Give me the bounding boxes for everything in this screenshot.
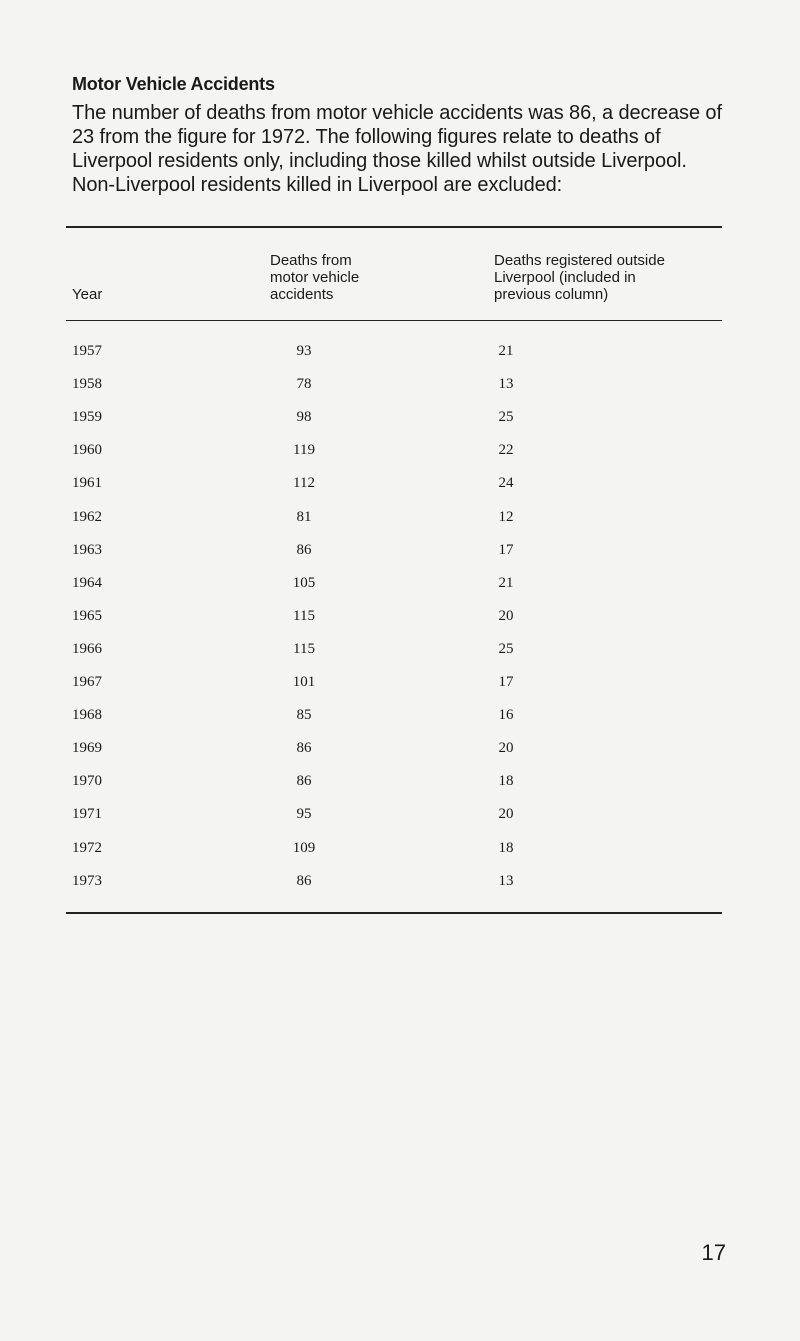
cell-deaths-outside: 24 [498, 475, 514, 492]
table-row [0, 608, 800, 628]
header-outside-line-3: previous column) [494, 286, 609, 303]
cell-deaths: 105 [292, 574, 316, 591]
table-top-rule [66, 226, 722, 228]
table-header-rule [66, 320, 722, 321]
table-row [0, 442, 800, 462]
cell-deaths-outside: 20 [498, 607, 514, 624]
cell-year: 1969 [72, 740, 102, 757]
table-row [0, 740, 800, 760]
table-row [0, 376, 800, 396]
cell-deaths: 115 [293, 640, 315, 657]
cell-deaths-outside: 18 [498, 839, 514, 856]
cell-deaths-outside: 18 [498, 773, 514, 790]
cell-deaths-outside: 25 [498, 640, 514, 657]
cell-deaths-outside: 13 [498, 872, 514, 889]
table-row [0, 409, 800, 429]
cell-year: 1959 [72, 409, 102, 426]
cell-deaths-outside: 21 [498, 574, 514, 591]
header-outside-line-1: Deaths registered outside [494, 252, 665, 269]
cell-year: 1961 [72, 475, 102, 492]
cell-deaths: 109 [292, 839, 316, 856]
table-row [0, 840, 800, 860]
cell-year: 1957 [72, 343, 102, 359]
cell-deaths: 86 [296, 740, 312, 757]
cell-deaths: 101 [292, 674, 316, 690]
section-title: Motor Vehicle Accidents [72, 74, 275, 94]
cell-deaths-outside: 20 [498, 740, 514, 757]
cell-deaths: 85 [296, 707, 312, 724]
table-row [0, 343, 800, 363]
cell-deaths: 95 [296, 806, 312, 823]
cell-year: 1965 [72, 607, 102, 624]
cell-deaths: 86 [296, 541, 312, 558]
table-row [0, 575, 800, 595]
cell-deaths: 78 [296, 376, 312, 393]
header-year: Year [72, 286, 103, 303]
cell-year: 1968 [72, 707, 102, 724]
cell-year: 1964 [72, 574, 102, 591]
cell-deaths: 81 [296, 508, 312, 525]
cell-deaths-outside: 17 [498, 541, 514, 558]
cell-year: 1967 [72, 674, 102, 690]
table-bottom-rule [66, 912, 722, 914]
header-deaths [270, 252, 359, 303]
table-row [0, 509, 800, 529]
cell-deaths: 86 [296, 872, 312, 889]
table-row [0, 873, 800, 893]
cell-deaths: 86 [296, 773, 312, 790]
table-row [0, 806, 800, 826]
header-deaths-line-3: accidents [270, 286, 334, 303]
cell-year: 1962 [72, 508, 102, 525]
cell-deaths-outside: 22 [498, 442, 514, 459]
header-deaths-line-1: Deaths from [270, 252, 352, 269]
intro-paragraph: The number of deaths from motor vehicle accidents was 86, a decrease of 23 from the figure for 1972. The following figures relate to deaths of Liverpool residents only, including those killed whilst outside Liverpool. Non-Liverpool residents killed in Liverpool are excluded: [72, 102, 722, 196]
cell-year: 1972 [72, 839, 102, 856]
cell-deaths: 112 [293, 475, 315, 492]
cell-deaths: 115 [293, 607, 315, 624]
cell-deaths: 119 [293, 442, 315, 459]
page-number: 17 [701, 1240, 726, 1265]
cell-year: 1973 [72, 872, 102, 889]
cell-deaths: 98 [296, 409, 312, 426]
cell-deaths-outside: 17 [498, 674, 514, 690]
cell-deaths-outside: 25 [498, 409, 514, 426]
table-row [0, 542, 800, 562]
cell-deaths-outside: 12 [498, 508, 514, 525]
cell-year: 1958 [72, 376, 102, 393]
table-row [0, 641, 800, 661]
table-row [0, 707, 800, 727]
table-row [0, 674, 800, 694]
cell-deaths-outside: 20 [498, 806, 514, 823]
cell-year: 1971 [72, 806, 102, 823]
header-outside [494, 252, 665, 303]
header-deaths-line-2: motor vehicle [270, 269, 360, 286]
cell-deaths: 93 [296, 343, 312, 359]
header-outside-line-2: Liverpool (included in [494, 269, 636, 286]
table-row [0, 773, 800, 793]
cell-year: 1960 [72, 442, 102, 459]
cell-deaths-outside: 16 [498, 707, 514, 724]
table-row [0, 475, 800, 495]
cell-year: 1966 [72, 640, 102, 657]
cell-deaths-outside: 13 [498, 376, 514, 393]
cell-year: 1963 [72, 541, 102, 558]
cell-year: 1970 [72, 773, 102, 790]
cell-deaths-outside: 21 [498, 343, 514, 359]
